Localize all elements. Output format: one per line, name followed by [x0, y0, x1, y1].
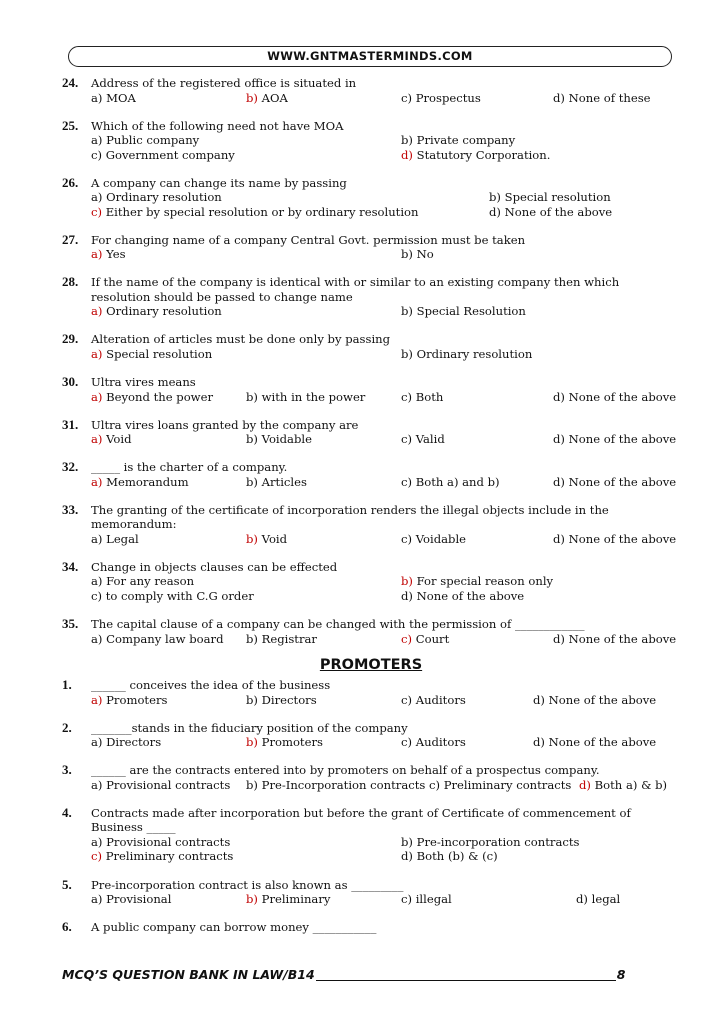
question-line: [62, 233, 676, 248]
question-32: [62, 460, 676, 489]
question-number: 30.: [62, 374, 79, 390]
option-text: Promoters: [257, 735, 323, 750]
option-a: [91, 91, 136, 106]
question-line: [62, 375, 676, 390]
option-text: Statutory Corporation.: [412, 147, 551, 162]
option-text: None of the above: [564, 631, 677, 646]
option-text: None of these: [564, 90, 651, 105]
questions-section-promoters: [62, 678, 676, 934]
option-c: [91, 849, 233, 864]
option-label: b): [246, 892, 258, 906]
option-label: c): [91, 849, 103, 864]
option-label: a): [91, 474, 103, 489]
options-row: [62, 190, 676, 205]
section-title: PROMOTERS: [319, 656, 423, 673]
option-text: Both (b) & (c): [412, 849, 498, 864]
option-label: c): [401, 735, 413, 750]
option-label: b): [401, 304, 413, 319]
option-text: Private company: [412, 133, 516, 148]
option-text: Valid: [412, 432, 445, 447]
question-number: 3.: [62, 762, 72, 778]
question-line: [62, 763, 676, 778]
options-row: [62, 735, 676, 750]
option-label: a): [91, 777, 103, 792]
option-label: c): [401, 631, 413, 646]
option-a: [91, 835, 230, 850]
option-label: d): [579, 777, 591, 792]
option-a: [91, 475, 189, 490]
option-a: [91, 632, 224, 647]
website-url: WWW.GNTMASTERMINDS.COM: [267, 49, 473, 63]
option-text: Special resolution: [102, 346, 213, 361]
option-label: b): [246, 389, 258, 404]
option-label: b): [246, 631, 258, 646]
option-text: Preliminary contracts: [440, 777, 572, 792]
question-text: _______stands in the fiduciary position of the company: [91, 720, 408, 735]
question-2: [62, 721, 676, 750]
option-text: Preliminary contracts: [102, 849, 234, 864]
options-row: [62, 574, 676, 589]
option-label: a): [91, 834, 103, 849]
option-text: Directors: [257, 692, 317, 707]
option-b: [401, 133, 515, 148]
option-text: Void: [257, 531, 288, 546]
options-row: [62, 589, 676, 604]
option-a: [91, 390, 213, 405]
option-label: a): [91, 190, 103, 205]
question-text: Ultra vires loans granted by the company are: [91, 417, 359, 432]
option-label: c): [91, 588, 103, 603]
question-text-continued: memorandum:: [91, 517, 177, 532]
option-label: a): [91, 692, 103, 707]
options-row: [62, 133, 676, 148]
option-a: [91, 892, 171, 907]
option-label: b): [489, 190, 501, 205]
page-footer: [62, 967, 682, 982]
question-text: Which of the following need not have MOA: [91, 118, 344, 133]
option-text: Beyond the power: [102, 389, 214, 404]
option-text: Preliminary: [257, 892, 331, 906]
question-29: [62, 332, 676, 361]
option-label: a): [91, 892, 103, 906]
question-line: [62, 878, 676, 893]
option-label: b): [246, 90, 258, 105]
option-c: [401, 735, 466, 750]
option-text: Special Resolution: [412, 304, 526, 319]
option-text: None of the above: [544, 692, 657, 707]
question-5: [62, 878, 676, 907]
option-label: b): [401, 247, 413, 262]
option-label: b): [246, 432, 258, 447]
option-b: [246, 632, 317, 647]
question-line: [62, 176, 676, 191]
options-row: [62, 892, 676, 907]
option-c: [401, 432, 445, 447]
option-text: Legal: [102, 531, 139, 546]
option-d: [576, 892, 620, 907]
option-label: c): [401, 892, 413, 906]
option-b: [246, 432, 312, 447]
option-label: b): [401, 133, 413, 148]
option-text: Special resolution: [500, 190, 611, 205]
options-row: [62, 632, 676, 647]
question-1: [62, 678, 676, 707]
option-label: b): [246, 735, 258, 750]
option-b: [401, 247, 434, 262]
question-line: [62, 418, 676, 433]
option-a: [91, 735, 161, 750]
question-4: [62, 806, 676, 864]
question-text: The granting of the certificate of incorporation renders the illegal objects include in the: [91, 502, 609, 517]
option-b: [246, 390, 365, 405]
option-text: Registrar: [257, 631, 317, 646]
option-text: For special reason only: [412, 574, 554, 589]
option-label: c): [401, 474, 413, 489]
option-text: Pre-incorporation contracts: [412, 834, 580, 849]
option-label: a): [91, 432, 103, 447]
option-label: c): [401, 692, 413, 707]
option-label: a): [91, 304, 103, 319]
question-line: [62, 76, 676, 91]
option-text: None of the above: [564, 474, 677, 489]
question-text: Ultra vires means: [91, 375, 196, 390]
question-number: 2.: [62, 719, 72, 735]
question-33: [62, 503, 676, 547]
option-text: Yes: [102, 247, 126, 262]
option-label: c): [401, 90, 413, 105]
option-text: legal: [587, 892, 621, 906]
option-label: c): [91, 204, 103, 219]
option-text: Directors: [102, 735, 162, 750]
option-label: a): [91, 133, 103, 148]
question-line: [62, 806, 676, 821]
option-label: d): [533, 692, 545, 707]
option-label: c): [91, 147, 103, 162]
question-number: 32.: [62, 459, 79, 475]
question-24: [62, 76, 676, 105]
option-a: [91, 574, 194, 589]
option-label: d): [553, 531, 565, 546]
option-d: [401, 589, 524, 604]
questions-section-companies: [62, 76, 676, 646]
question-6: [62, 920, 676, 935]
option-label: d): [576, 892, 588, 906]
option-text: Memorandum: [102, 474, 189, 489]
option-c: [401, 693, 466, 708]
option-text: with in the power: [257, 389, 366, 404]
option-b: [401, 574, 553, 589]
question-number: 28.: [62, 274, 79, 290]
question-number: 34.: [62, 558, 79, 574]
question-35: [62, 617, 676, 646]
options-row: [62, 205, 676, 220]
question-number: 26.: [62, 174, 79, 190]
option-label: b): [246, 474, 258, 489]
question-text: Change in objects clauses can be effected: [91, 559, 338, 574]
question-number: 25.: [62, 117, 79, 133]
option-label: a): [91, 631, 103, 646]
options-row: [62, 432, 676, 447]
options-row: [62, 475, 676, 490]
option-text: Prospectus: [412, 90, 481, 105]
option-text: Both: [412, 389, 444, 404]
question-line: [62, 275, 676, 290]
option-label: c): [401, 432, 413, 447]
option-a: [91, 247, 126, 262]
options-row: [62, 849, 676, 864]
option-a: [91, 778, 230, 793]
option-text: For any reason: [102, 574, 195, 589]
option-a: [91, 304, 222, 319]
option-text: Ordinary resolution: [102, 190, 222, 205]
question-text-continued: resolution should be passed to change name: [91, 289, 353, 304]
option-d: [401, 849, 498, 864]
option-label: a): [91, 346, 103, 361]
option-label: d): [553, 631, 565, 646]
option-label: b): [246, 531, 258, 546]
question-text: Alteration of articles must be done only by passing: [91, 332, 391, 347]
question-number: 29.: [62, 331, 79, 347]
option-label: b): [401, 574, 413, 589]
option-b: [246, 475, 307, 490]
option-label: d): [401, 588, 413, 603]
option-text: None of the above: [564, 432, 677, 447]
question-number: 5.: [62, 876, 72, 892]
question-line: [62, 560, 676, 575]
option-label: d): [553, 90, 565, 105]
option-c: [91, 589, 254, 604]
options-row: [62, 148, 676, 163]
question-number: 24.: [62, 75, 79, 90]
option-d: [553, 91, 651, 106]
question-list: [62, 76, 676, 948]
option-label: d): [553, 389, 565, 404]
options-row: [62, 347, 676, 362]
option-text: None of the above: [412, 588, 525, 603]
option-b: [246, 778, 425, 793]
option-text: Pre-Incorporation contracts: [257, 777, 426, 792]
question-28: [62, 275, 676, 319]
option-b: [489, 190, 611, 205]
option-label: d): [553, 474, 565, 489]
option-label: b): [246, 692, 258, 707]
option-label: d): [489, 204, 501, 219]
option-text: Public company: [102, 133, 200, 148]
option-c: [401, 91, 481, 106]
question-number: 27.: [62, 231, 79, 247]
question-line: [62, 503, 676, 518]
option-text: to comply with C.G order: [102, 588, 254, 603]
question-text: ______ are the contracts entered into by promoters on behalf of a prospectus company.: [91, 763, 600, 778]
option-text: No: [412, 247, 434, 262]
option-c: [401, 632, 449, 647]
question-line: [62, 617, 676, 632]
question-text: Pre-incorporation contract is also known as _________: [91, 877, 404, 892]
question-text: If the name of the company is identical with or similar to an existing company then which: [91, 275, 620, 290]
option-text: Provisional contracts: [102, 834, 231, 849]
option-text: Both a) & b): [590, 777, 668, 792]
option-b: [246, 532, 287, 547]
option-d: [401, 148, 550, 163]
option-text: None of the above: [564, 389, 677, 404]
question-30: [62, 375, 676, 404]
options-row: [62, 304, 676, 319]
question-line: [62, 920, 676, 935]
option-d: [553, 475, 676, 490]
question-line: [62, 332, 676, 347]
option-text: Auditors: [412, 692, 466, 707]
options-row: [62, 778, 676, 793]
question-text: A public company can borrow money ___________: [91, 920, 377, 935]
options-row: [62, 693, 676, 708]
option-text: Both a) and b): [412, 474, 500, 489]
option-d: [489, 205, 612, 220]
option-text: None of the above: [500, 204, 613, 219]
question-text: A company can change its name by passing: [91, 175, 347, 190]
option-label: b): [246, 777, 258, 792]
option-c: [429, 778, 571, 793]
option-text: Voidable: [257, 432, 312, 447]
question-number: 31.: [62, 416, 79, 432]
option-c: [401, 892, 452, 907]
question-line: [62, 678, 676, 693]
option-label: b): [401, 346, 413, 361]
option-text: None of the above: [544, 735, 657, 750]
option-a: [91, 133, 199, 148]
option-b: [246, 735, 323, 750]
option-label: c): [429, 777, 441, 792]
option-a: [91, 190, 222, 205]
option-b: [246, 693, 317, 708]
footer-rule: [316, 980, 616, 981]
question-text: The capital clause of a company can be changed with the permission of ____________: [91, 617, 585, 632]
option-text: Provisional contracts: [102, 777, 231, 792]
options-row: [62, 247, 676, 262]
option-text: AOA: [257, 90, 288, 105]
question-text: _____ is the charter of a company.: [91, 460, 288, 475]
option-text: Auditors: [412, 735, 466, 750]
option-label: a): [91, 531, 103, 546]
option-text: None of the above: [564, 531, 677, 546]
option-b: [401, 835, 579, 850]
option-a: [91, 532, 139, 547]
question-34: [62, 560, 676, 604]
option-text: Either by special resolution or by ordinary resolution: [102, 204, 419, 219]
options-row: [62, 835, 676, 850]
option-text: Promoters: [102, 692, 168, 707]
page-number: 8: [616, 967, 626, 982]
option-label: d): [533, 735, 545, 750]
question-number: 6.: [62, 919, 72, 935]
option-b: [401, 347, 532, 362]
question-number: 35.: [62, 616, 79, 632]
question-line: [62, 460, 676, 475]
option-a: [91, 693, 167, 708]
option-d: [533, 735, 656, 750]
question-number: 1.: [62, 677, 72, 693]
question-text: For changing name of a company Central Govt. permission must be taken: [91, 232, 526, 247]
option-d: [553, 532, 676, 547]
option-c: [401, 532, 466, 547]
option-text: illegal: [412, 892, 452, 906]
option-b: [401, 304, 526, 319]
option-label: a): [91, 90, 103, 105]
question-text: Contracts made after incorporation but before the grant of Certificate of commencement of: [91, 805, 631, 820]
option-text: Voidable: [412, 531, 467, 546]
question-line: [62, 119, 676, 134]
option-d: [553, 390, 676, 405]
question-text: ______ conceives the idea of the business: [91, 678, 331, 693]
option-c: [91, 148, 235, 163]
option-label: d): [553, 432, 565, 447]
option-c: [401, 390, 443, 405]
option-label: c): [401, 389, 413, 404]
question-number: 4.: [62, 804, 72, 820]
question-31: [62, 418, 676, 447]
option-text: Articles: [257, 474, 307, 489]
option-text: Company law board: [102, 631, 224, 646]
option-label: d): [401, 147, 413, 162]
question-25: [62, 119, 676, 163]
option-text: Court: [412, 631, 450, 646]
question-27: [62, 233, 676, 262]
question-line: [62, 721, 676, 736]
option-a: [91, 432, 132, 447]
option-b: [246, 91, 288, 106]
option-a: [91, 347, 212, 362]
option-d: [579, 778, 667, 793]
options-row: [62, 532, 676, 547]
option-label: b): [401, 834, 413, 849]
footer-title: MCQ’S QUESTION BANK IN LAW/B14: [62, 967, 315, 982]
header-banner: [68, 46, 672, 67]
question-text: Address of the registered office is situated in: [91, 76, 357, 90]
option-text: Government company: [102, 147, 235, 162]
option-c: [91, 205, 419, 220]
option-d: [553, 432, 676, 447]
question-26: [62, 176, 676, 220]
option-d: [553, 632, 676, 647]
options-row: [62, 390, 676, 405]
question-text-continued: Business _____: [91, 820, 176, 835]
option-label: c): [401, 531, 413, 546]
option-label: a): [91, 735, 103, 750]
option-b: [246, 892, 330, 907]
option-text: MOA: [102, 90, 136, 105]
option-text: Void: [102, 432, 132, 447]
option-text: Provisional: [102, 892, 172, 906]
option-text: Ordinary resolution: [102, 304, 222, 319]
option-label: a): [91, 247, 103, 262]
option-d: [533, 693, 656, 708]
option-text: Ordinary resolution: [412, 346, 533, 361]
option-label: a): [91, 389, 103, 404]
options-row: [62, 91, 676, 106]
option-label: a): [91, 574, 103, 589]
question-3: [62, 763, 676, 792]
question-number: 33.: [62, 501, 79, 517]
option-label: d): [401, 849, 413, 864]
option-c: [401, 475, 500, 490]
